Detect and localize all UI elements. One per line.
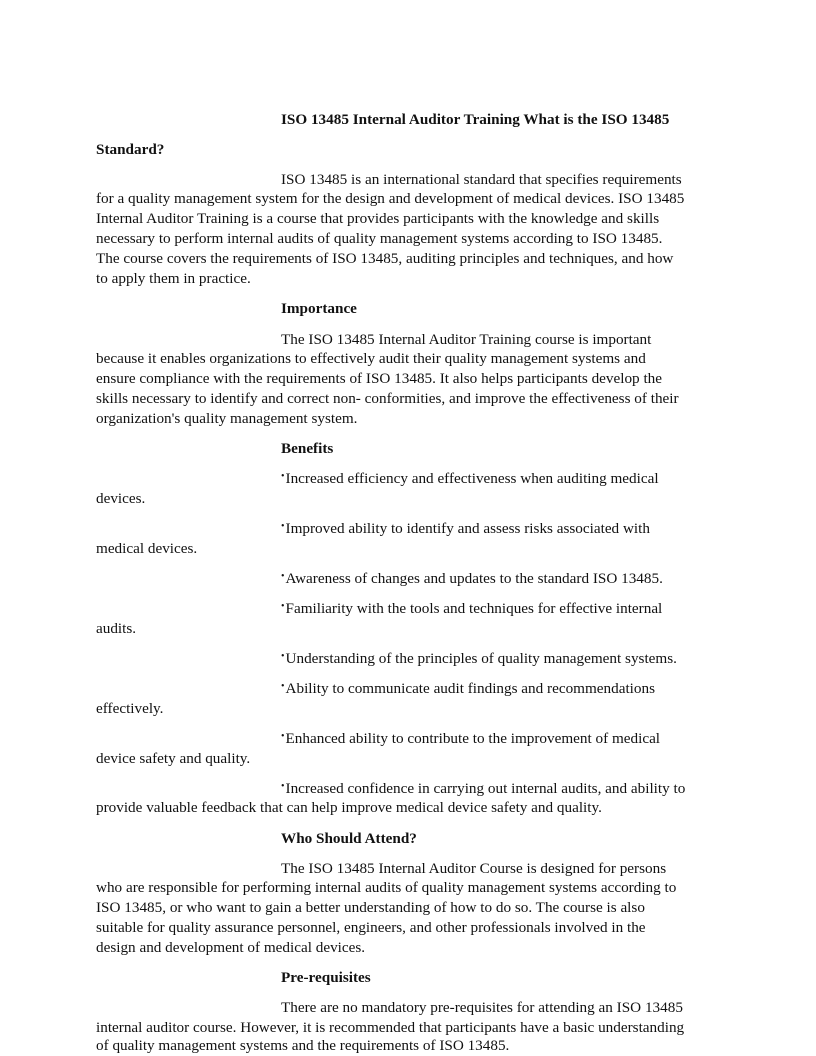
bullet-icon: • — [281, 521, 285, 532]
benefit-text: Increased confidence in carrying out internal audits, and ability to — [285, 780, 686, 797]
benefit-item — [281, 729, 660, 751]
benefit-item — [281, 569, 663, 591]
benefit-text-continued: effectively. — [96, 700, 164, 717]
who-line: ISO 13485, or who want to gain a better understanding of how to do so. The course is also — [96, 899, 645, 916]
bullet-icon: • — [281, 601, 285, 612]
benefit-text-continued: audits. — [96, 620, 137, 637]
who-line: who are responsible for performing internal audits of quality management systems according to — [96, 879, 677, 896]
who-line: The ISO 13485 Internal Auditor Course is designed for persons — [281, 860, 667, 877]
benefit-item — [281, 649, 677, 671]
benefit-text: Increased efficiency and effectiveness when auditing medical — [285, 470, 659, 487]
prereq-line: There are no mandatory pre-requisites for attending an ISO 13485 — [281, 999, 683, 1016]
benefit-text: Ability to communicate audit findings and recommendations — [285, 680, 655, 697]
prereq-line: of quality management systems and the requirements of ISO 13485. — [96, 1037, 510, 1054]
intro-line: The course covers the requirements of ISO 13485, auditing principles and techniques, and how — [96, 250, 674, 267]
bullet-icon: • — [281, 571, 285, 582]
importance-line: The ISO 13485 Internal Auditor Training course is important — [281, 331, 652, 348]
bullet-icon: • — [281, 681, 285, 692]
page-title-continued: Standard? — [96, 141, 165, 158]
benefit-item — [281, 599, 662, 621]
benefit-text: Enhanced ability to contribute to the improvement of medical — [285, 730, 661, 747]
who-heading: Who Should Attend? — [281, 830, 417, 847]
prereq-line: internal auditor course. However, it is recommended that participants have a basic understanding — [96, 1019, 685, 1036]
benefit-text-continued: provide valuable feedback that can help improve medical device safety and quality. — [96, 799, 602, 816]
intro-line: for a quality management system for the design and development of medical devices. ISO 13485 — [96, 190, 685, 207]
benefit-item — [281, 469, 659, 491]
importance-line: skills necessary to identify and correct non- conformities, and improve the effectiveness of their — [96, 390, 679, 407]
prereq-heading: Pre-requisites — [281, 969, 371, 986]
benefit-text-continued: device safety and quality. — [96, 750, 251, 767]
intro-line: to apply them in practice. — [96, 270, 251, 287]
benefit-text: Familiarity with the tools and techniques for effective internal — [285, 600, 663, 617]
benefits-heading: Benefits — [281, 440, 334, 457]
importance-heading: Importance — [281, 300, 357, 317]
benefit-item — [281, 679, 655, 701]
who-line: suitable for quality assurance personnel, engineers, and other professionals involved in the — [96, 919, 646, 936]
bullet-icon: • — [281, 651, 285, 662]
benefit-text: Awareness of changes and updates to the standard ISO 13485. — [285, 570, 663, 587]
who-line: design and development of medical devices. — [96, 939, 366, 956]
importance-line: organization's quality management system. — [96, 410, 358, 427]
benefit-text: Improved ability to identify and assess risks associated with — [285, 520, 650, 537]
intro-line: ISO 13485 is an international standard that specifies requirements — [281, 171, 682, 188]
importance-line: because it enables organizations to effectively audit their quality management systems and — [96, 350, 646, 367]
benefit-text: Understanding of the principles of quality management systems. — [285, 650, 677, 667]
benefit-item — [281, 519, 650, 541]
benefit-text-continued: devices. — [96, 490, 146, 507]
page-title: ISO 13485 Internal Auditor Training What is the ISO 13485 — [281, 111, 670, 128]
benefit-text-continued: medical devices. — [96, 540, 198, 557]
bullet-icon: • — [281, 471, 285, 482]
intro-line: necessary to perform internal audits of quality management systems according to ISO 13485. — [96, 230, 663, 247]
bullet-icon: • — [281, 781, 285, 792]
importance-line: ensure compliance with the requirements of ISO 13485. It also helps participants develop the — [96, 370, 663, 387]
intro-line: Internal Auditor Training is a course that provides participants with the knowledge and skills — [96, 210, 660, 227]
bullet-icon: • — [281, 731, 285, 742]
